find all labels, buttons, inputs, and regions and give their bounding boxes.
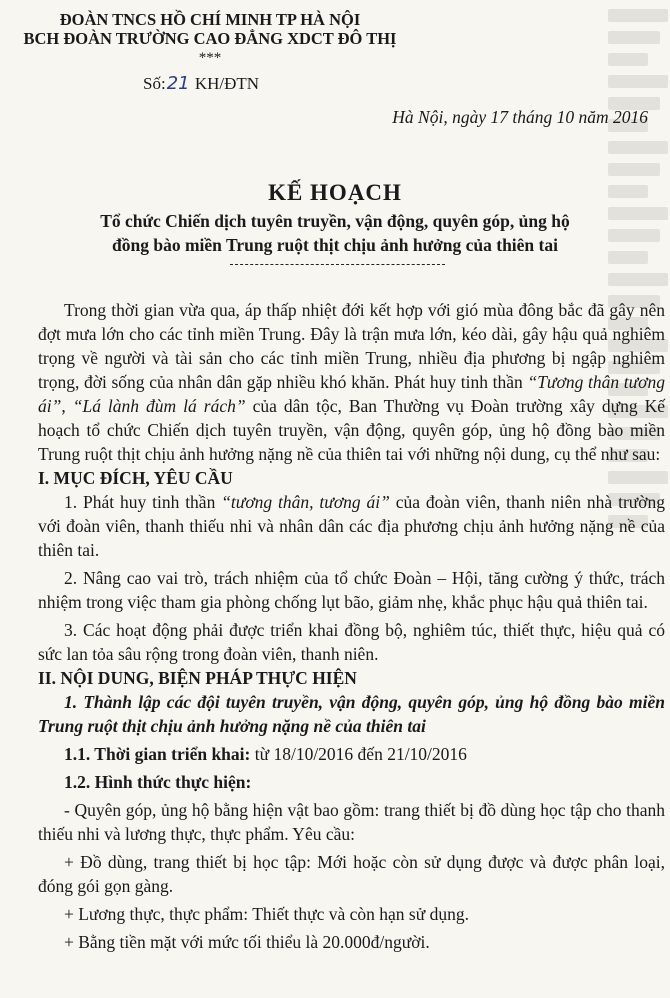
intro-text-2: của dân tộc, Ban Thường vụ Đoàn trường xây dựng Kế hoạch tổ chức Chiến dịch tuyên truyền, vận động, quyên góp, ủng hộ đồng bào miền Trung ruột thịt chịu ảnh hưởng nặng nề của thiên tai với những nội dung, cụ thể như sau: (38, 396, 666, 464)
plus-item-cash: + Bằng tiền mặt với mức tối thiểu là 20.000đ/người. (64, 932, 430, 952)
header-stars: *** (198, 50, 222, 66)
item-1-text-a: 1. Phát huy tinh thần (64, 492, 222, 512)
subtitle-line-1: Tổ chức Chiến dịch tuyên truyền, vận động, quyên góp, ủng hộ (100, 211, 570, 231)
intro-paragraph (38, 298, 665, 466)
intro-quote-2: “Lá lành đùm lá rách” (72, 396, 246, 416)
title-divider (230, 264, 445, 265)
doc-number-handwritten: 21 (166, 73, 190, 94)
section-1-heading: I. MỤC ĐÍCH, YÊU CẦU (38, 468, 233, 488)
section-1-item-1 (38, 490, 665, 562)
section-2-subheading-1: 1. Thành lập các đội tuyên truyền, vận động, quyên góp, ủng hộ đồng bào miền Trung ruột thịt chịu ảnh hưởng nặng nề của thiên tai (38, 692, 665, 736)
section-2-item-1-1 (38, 742, 665, 766)
org-line-2: BCH ĐOÀN TRƯỜNG CAO ĐẲNG XDCT ĐÔ THỊ (23, 29, 397, 48)
organization-header (0, 10, 420, 48)
intro-text-1: Trong thời gian vừa qua, áp thấp nhiệt đới kết hợp với gió mùa đông bắc đã gây nên đợt mưa lớn cho các tỉnh miền Trung. Đây là trận mưa lớn, kéo dài, gây hậu quả nghiêm trọng về người và tài sản cho các tỉnh miền Trung, nhiều địa phương bị ngập nghiêm trọng, đời sống của nhân dân gặp nhiều khó khăn. Phát huy tinh thần (38, 300, 665, 392)
item-1-1-label: 1.1. Thời gian triển khai: (64, 744, 251, 764)
doc-number-prefix: Số: (143, 74, 166, 93)
section-1-item-3: 3. Các hoạt động phải được triển khai đồng bộ, nghiêm túc, thiết thực, hiệu quả có sức lan tỏa sâu rộng trong đoàn viên, thanh niên. (38, 620, 665, 664)
document-subtitle (0, 209, 670, 257)
document-title: KẾ HOẠCH (268, 180, 402, 205)
section-1-item-2: 2. Nâng cao vai trò, trách nhiệm của tổ chức Đoàn – Hội, tăng cường ý thức, trách nhiệm trong việc tham gia phòng chống lụt bão, giảm nhẹ, khắc phục hậu quả thiên tai. (38, 568, 665, 612)
org-line-1: ĐOÀN TNCS HỒ CHÍ MINH TP HÀ NỘI (59, 10, 361, 29)
intro-quote-1: “Tương thân tương ái” (38, 372, 665, 416)
document-body (38, 298, 665, 954)
subtitle-line-2: đồng bào miền Trung ruột thịt chịu ảnh hưởng của thiên tai (112, 235, 558, 255)
bullet-in-kind-donation: - Quyên góp, ủng hộ bằng hiện vật bao gồm: trang thiết bị đồ dùng học tập cho thanh thiếu nhi và lương thực, thực phẩm. Yêu cầu: (38, 800, 665, 844)
item-1-text-b: của đoàn viên, thanh niên nhà trường với đoàn viên, thanh thiếu nhi và nhân dân các địa phương chịu ảnh hưởng nặng nề của thiên tai. (38, 492, 666, 560)
doc-number-suffix: KH/ĐTN (194, 74, 260, 93)
document-number (143, 74, 259, 94)
section-2-heading: II. NỘI DUNG, BIỆN PHÁP THỰC HIỆN (38, 668, 357, 688)
section-2-item-1-2: 1.2. Hình thức thực hiện: (64, 772, 252, 792)
plus-item-learning-supplies: + Đồ dùng, trang thiết bị học tập: Mới hoặc còn sử dụng được và được phân loại, đóng gói gọn gàng. (38, 852, 665, 896)
intro-comma: , (61, 396, 73, 416)
item-1-1-value: từ 18/10/2016 đến 21/10/2016 (250, 744, 467, 764)
item-1-quote: “tương thân, tương ái” (221, 492, 390, 512)
plus-item-food: + Lương thực, thực phẩm: Thiết thực và còn hạn sử dụng. (64, 904, 469, 924)
document-date: Hà Nội, ngày 17 tháng 10 năm 2016 (392, 107, 648, 127)
